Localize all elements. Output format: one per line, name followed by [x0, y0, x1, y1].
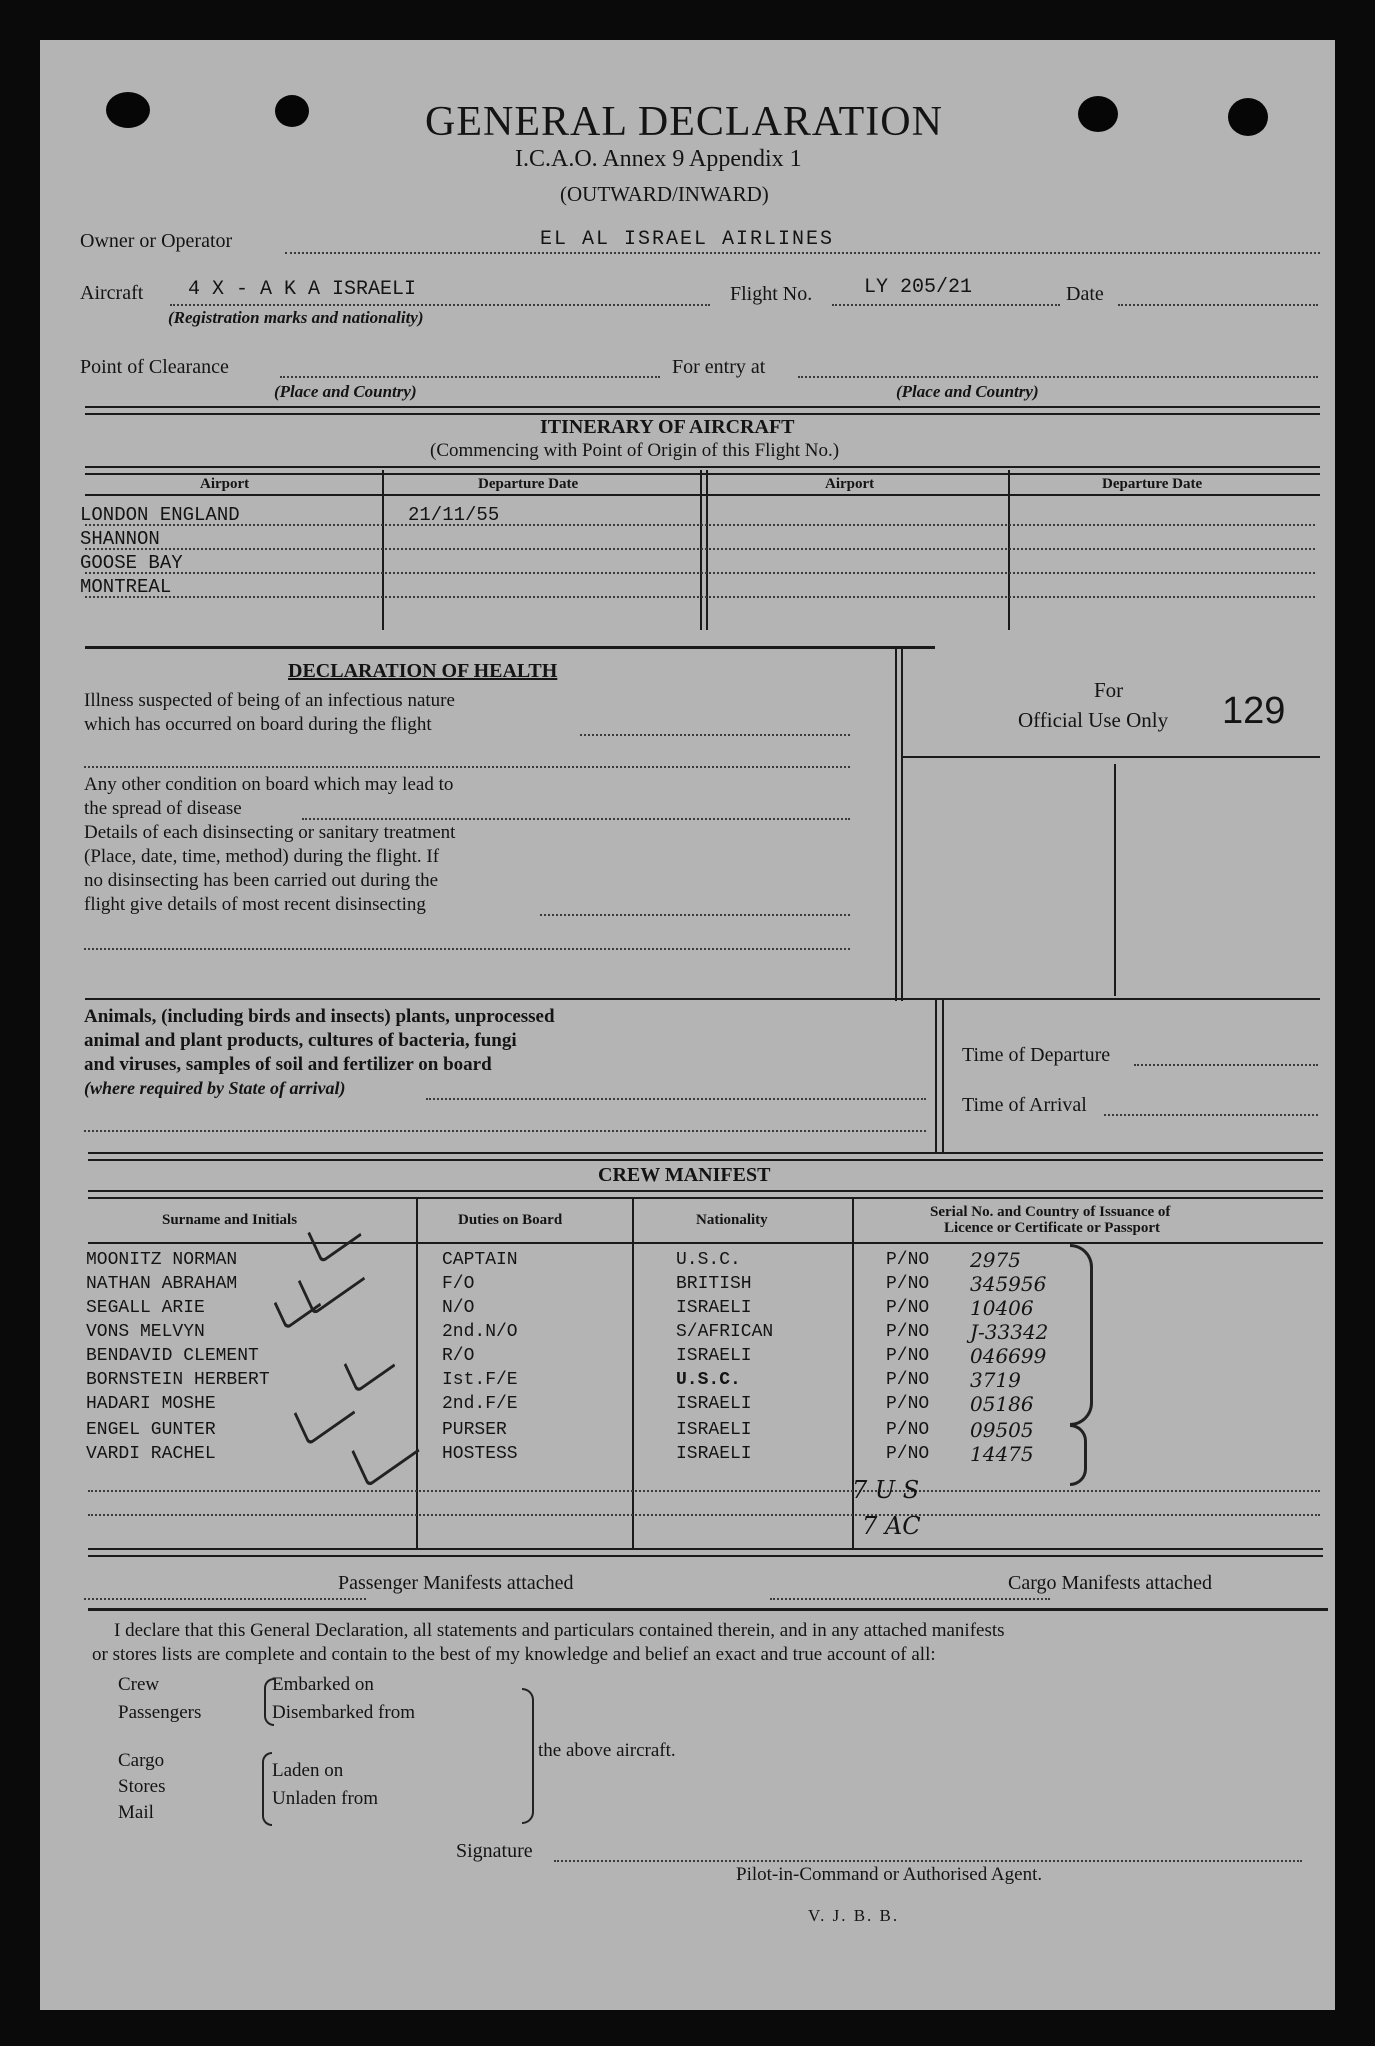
animals-line3: and viruses, samples of soil and fertilizer on board	[84, 1054, 492, 1075]
crew-duty[interactable]: Ist.F/E	[442, 1370, 518, 1390]
date-line	[1118, 304, 1318, 306]
owner-label: Owner or Operator	[80, 230, 233, 252]
crew-nationality[interactable]: BRITISH	[676, 1274, 752, 1294]
crew-header-rule	[88, 1190, 1323, 1199]
crew-number[interactable]: 2975	[970, 1248, 1021, 1272]
crew-duty[interactable]: 2nd.F/E	[442, 1394, 518, 1414]
crew-number[interactable]: 345956	[970, 1272, 1047, 1296]
punch-hole-right-1	[1078, 96, 1118, 132]
owner-value[interactable]: EL AL ISRAEL AIRLINES	[540, 228, 835, 251]
crew-duty[interactable]: HOSTESS	[442, 1444, 518, 1464]
handwritten-note-1: 7 U S	[852, 1476, 920, 1504]
time-arrival-label: Time of Arrival	[962, 1094, 1087, 1116]
manifest-rule	[88, 1608, 1328, 1611]
health-q3-answer-2	[84, 948, 850, 950]
health-q3-line1: Details of each disinsecting or sanitary treatment	[84, 822, 456, 843]
itinerary-subtitle: (Commencing with Point of Origin of this Flight No.)	[430, 440, 840, 461]
clearance-label: Point of Clearance	[80, 356, 229, 378]
health-q3-line4: flight give details of most recent disinsecting	[84, 894, 426, 915]
crew-col-nationality: Nationality	[696, 1212, 768, 1228]
itin-divider-4	[1008, 470, 1010, 630]
group2-item: Cargo	[118, 1750, 165, 1771]
crew-name[interactable]: SEGALL ARIE	[86, 1298, 205, 1318]
crew-duty[interactable]: PURSER	[442, 1420, 507, 1440]
clearance-line	[280, 376, 660, 378]
crew-nationality[interactable]: U.S.C.	[676, 1250, 741, 1270]
aircraft-label: Aircraft	[80, 282, 144, 304]
itin-divider-2	[700, 470, 702, 630]
group2-action: Laden on	[272, 1760, 344, 1781]
cargo-manifest-line	[770, 1598, 1050, 1600]
punch-hole-left-2	[275, 95, 309, 127]
time-departure-label: Time of Departure	[962, 1044, 1111, 1066]
crew-top-rule	[88, 1152, 1323, 1161]
aircraft-line	[170, 304, 710, 306]
declaration-target: the above aircraft.	[538, 1740, 676, 1761]
crew-serial[interactable]: P/NO	[886, 1346, 930, 1366]
punch-hole-right-2	[1228, 98, 1268, 136]
itinerary-header-rule	[85, 466, 1320, 475]
health-q1-answer	[580, 734, 850, 736]
health-q3-line3: no disinsecting has been carried out during the	[84, 870, 439, 891]
crew-number[interactable]: 3719	[970, 1368, 1021, 1392]
crew-serial[interactable]: P/NO	[886, 1298, 930, 1318]
animals-divider-2	[942, 1000, 944, 1152]
crew-col-name: Surname and Initials	[162, 1212, 298, 1228]
itin-row-line	[85, 524, 1315, 526]
health-q3-answer	[540, 914, 850, 916]
crew-col-header-rule	[88, 1242, 1323, 1244]
itinerary-top-rule	[85, 406, 1320, 415]
entry-label: For entry at	[672, 356, 766, 378]
time-arrival-line	[1104, 1114, 1318, 1116]
group2-action: Unladen from	[272, 1788, 379, 1809]
crew-name[interactable]: VARDI RACHEL	[86, 1444, 216, 1464]
group1-action: Embarked on	[272, 1674, 374, 1695]
itin-row-line	[85, 572, 1315, 574]
crew-name[interactable]: MOONITZ NORMAN	[86, 1250, 238, 1270]
crew-bottom-rule	[88, 1548, 1323, 1557]
official-divider	[902, 756, 1320, 758]
itin-col-airport-1: Airport	[200, 476, 250, 492]
crew-duty[interactable]: N/O	[442, 1298, 475, 1318]
passenger-manifest-label: Passenger Manifests attached	[338, 1572, 574, 1594]
itin-airport[interactable]: LONDON ENGLAND	[80, 504, 240, 526]
signature-label: Signature	[456, 1840, 533, 1862]
itin-col-airport-2: Airport	[825, 476, 875, 492]
form-direction: (OUTWARD/INWARD)	[560, 182, 769, 206]
aircraft-value[interactable]: 4 X - A K A ISRAELI	[188, 278, 417, 301]
health-q1-answer-2	[84, 766, 850, 768]
itin-airport[interactable]: GOOSE BAY	[80, 552, 183, 574]
official-col-divider	[1114, 764, 1116, 996]
official-for-label: For	[1094, 678, 1124, 702]
signature-initials: V. J. B. B.	[808, 1906, 900, 1925]
crew-duty[interactable]: 2nd.N/O	[442, 1322, 518, 1342]
entry-line	[798, 376, 1318, 378]
itin-col-departure-1: Departure Date	[478, 476, 579, 492]
crew-nationality[interactable]: S/AFRICAN	[676, 1322, 774, 1342]
crew-name[interactable]: HADARI MOSHE	[86, 1394, 216, 1414]
flight-line	[832, 304, 1060, 306]
brace-mark	[1070, 1424, 1087, 1486]
crew-name[interactable]: VONS MELVYN	[86, 1322, 205, 1342]
official-number[interactable]: 129	[1222, 690, 1286, 732]
crew-name[interactable]: BORNSTEIN HERBERT	[86, 1370, 270, 1390]
crew-number[interactable]: 09505	[970, 1418, 1034, 1442]
health-divider	[895, 646, 897, 1001]
itin-col-departure-2: Departure Date	[1102, 476, 1203, 492]
crew-col-serial-1: Serial No. and Country of Issuance of	[930, 1204, 1171, 1220]
itinerary-title: ITINERARY OF AIRCRAFT	[540, 416, 795, 438]
checkmark-icon	[294, 1381, 356, 1446]
entry-caption: (Place and Country)	[896, 382, 1039, 401]
group1-item: Passengers	[118, 1702, 202, 1723]
health-animals-rule	[85, 998, 1320, 1000]
owner-line	[285, 252, 1320, 254]
animals-answer	[426, 1098, 926, 1100]
health-q2-line2: the spread of disease	[84, 798, 242, 819]
itin-divider-3	[706, 470, 708, 630]
crew-name[interactable]: NATHAN ABRAHAM	[86, 1274, 238, 1294]
crew-number[interactable]: 05186	[970, 1392, 1034, 1416]
crew-col-serial-2: Licence or Certificate or Passport	[944, 1220, 1161, 1236]
crew-nationality[interactable]: ISRAELI	[676, 1346, 752, 1366]
crew-divider-2	[632, 1198, 634, 1548]
time-departure-line	[1134, 1064, 1318, 1066]
punch-hole-left-1	[106, 92, 150, 128]
crew-nationality[interactable]: ISRAELI	[676, 1444, 752, 1464]
health-q1-line1: Illness suspected of being of an infectious nature	[84, 690, 455, 711]
brace-mark	[1070, 1244, 1093, 1426]
crew-serial[interactable]: P/NO	[886, 1250, 930, 1270]
official-label: Official Use Only	[1018, 708, 1169, 732]
crew-number[interactable]: J-33342	[970, 1320, 1049, 1344]
crew-nationality[interactable]: ISRAELI	[676, 1298, 752, 1318]
signature-line[interactable]	[554, 1860, 1302, 1862]
crew-name[interactable]: ENGEL GUNTER	[86, 1420, 216, 1440]
crew-nationality[interactable]: ISRAELI	[676, 1394, 752, 1414]
crew-empty-row	[88, 1490, 1320, 1492]
form-subtitle: I.C.A.O. Annex 9 Appendix 1	[515, 146, 802, 172]
crew-divider-1	[416, 1198, 418, 1548]
health-q2-answer	[302, 818, 850, 820]
crew-duty[interactable]: CAPTAIN	[442, 1250, 518, 1270]
crew-serial[interactable]: P/NO	[886, 1420, 930, 1440]
crew-duty[interactable]: R/O	[442, 1346, 475, 1366]
crew-serial[interactable]: P/NO	[886, 1274, 930, 1294]
health-title: DECLARATION OF HEALTH	[288, 660, 558, 682]
declaration-line1: I declare that this General Declaration, all statements and particulars contained therein, and in any attached manifests	[114, 1620, 1005, 1641]
clearance-caption: (Place and Country)	[274, 382, 417, 401]
health-q2-line1: Any other condition on board which may lead to	[84, 774, 454, 795]
crew-serial[interactable]: P/NO	[886, 1394, 930, 1414]
itin-airport[interactable]: SHANNON	[80, 528, 160, 550]
crew-nationality[interactable]: ISRAELI	[676, 1420, 752, 1440]
crew-number[interactable]: 14475	[970, 1442, 1034, 1466]
crew-number[interactable]: 10406	[970, 1296, 1034, 1320]
crew-name[interactable]: BENDAVID CLEMENT	[86, 1346, 259, 1366]
group1-action: Disembarked from	[272, 1702, 415, 1723]
aircraft-brace	[522, 1688, 534, 1824]
crew-col-duties: Duties on Board	[458, 1212, 563, 1228]
group2-item: Mail	[118, 1802, 154, 1823]
health-q1-line2: which has occurred on board during the flight	[84, 714, 432, 735]
itin-row-line	[85, 548, 1315, 550]
form-title: GENERAL DECLARATION	[425, 99, 943, 145]
crew-number[interactable]: 046699	[970, 1344, 1047, 1368]
crew-serial[interactable]: P/NO	[886, 1370, 930, 1390]
animals-divider	[935, 1000, 937, 1152]
group2-brace	[262, 1752, 272, 1826]
cargo-manifest-label: Cargo Manifests attached	[1008, 1572, 1213, 1594]
declaration-line2: or stores lists are complete and contain to the best of my knowledge and belief an exact and true account of all:	[92, 1644, 936, 1665]
animals-answer-2	[84, 1130, 926, 1132]
crew-empty-row	[88, 1514, 1320, 1516]
group2-item: Stores	[118, 1776, 166, 1797]
signature-caption: Pilot-in-Command or Authorised Agent.	[736, 1864, 1043, 1885]
date-label: Date	[1066, 283, 1104, 305]
itin-divider-1	[382, 470, 384, 630]
crew-serial[interactable]: P/NO	[886, 1444, 930, 1464]
animals-line1: Animals, (including birds and insects) plants, unprocessed	[84, 1006, 555, 1027]
crew-nationality[interactable]: U.S.C.	[676, 1370, 741, 1390]
animals-line4: (where required by State of arrival)	[84, 1078, 346, 1098]
health-divider-2	[901, 646, 903, 1001]
crew-serial[interactable]: P/NO	[886, 1322, 930, 1342]
itinerary-col-header-rule	[85, 494, 1320, 496]
itin-airport[interactable]: MONTREAL	[80, 576, 172, 598]
flight-value[interactable]: LY 205/21	[864, 276, 973, 299]
itinerary-bottom-rule	[85, 646, 935, 649]
passenger-manifest-line	[84, 1598, 366, 1600]
checkmark-icon	[351, 1415, 419, 1487]
animals-line2: animal and plant products, cultures of bacteria, fungi	[84, 1030, 517, 1051]
aircraft-caption: (Registration marks and nationality)	[168, 308, 424, 327]
crew-title: CREW MANIFEST	[598, 1164, 771, 1186]
health-q3-line2: (Place, date, time, method) during the flight. If	[84, 846, 440, 867]
flight-label: Flight No.	[730, 283, 813, 305]
checkmark-icon	[344, 1338, 396, 1393]
itin-date[interactable]: 21/11/55	[408, 504, 500, 526]
group1-item: Crew	[118, 1674, 160, 1695]
handwritten-note-2: 7 AC	[862, 1512, 921, 1540]
crew-duty[interactable]: F/O	[442, 1274, 475, 1294]
declaration-form	[40, 40, 1335, 2010]
itin-row-line	[85, 596, 1315, 598]
